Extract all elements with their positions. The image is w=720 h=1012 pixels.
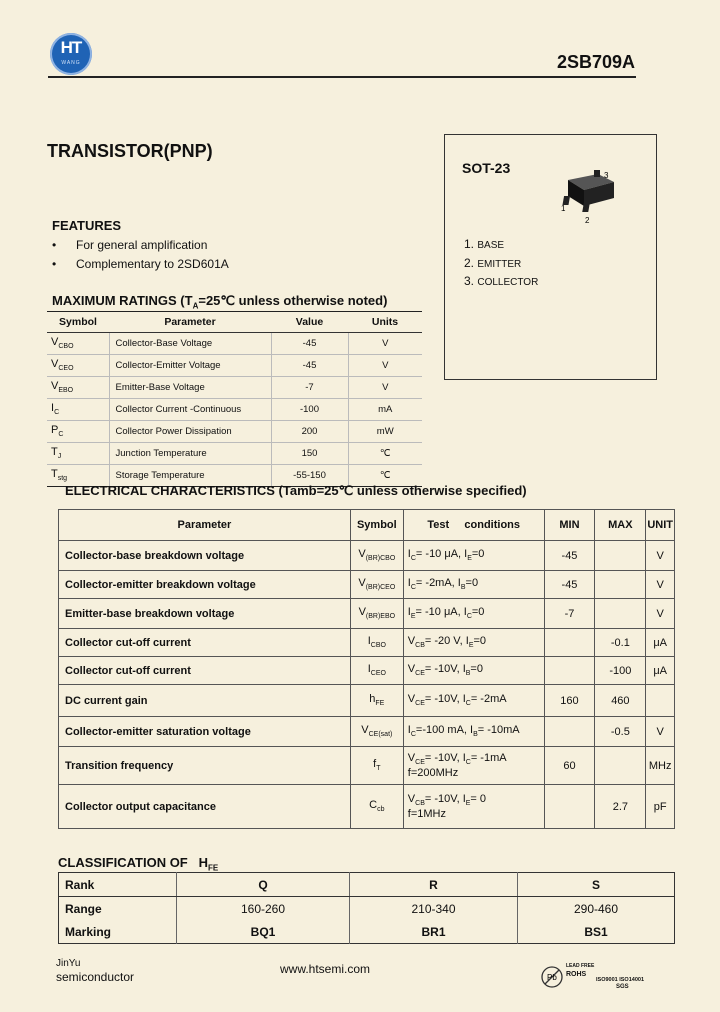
pin-item: 2. EMITTER: [464, 256, 522, 270]
svg-text:Pb: Pb: [547, 973, 557, 982]
pin-item: 3. COLLECTOR: [464, 274, 539, 288]
table-row: Collector-emitter saturation voltage $V_{CE(sat)}$ $I_C=-100$ mA, $I_B= -10mA$ -0.5 V: [59, 717, 675, 747]
pin3-label: 3: [604, 171, 609, 180]
header-divider: [48, 76, 636, 78]
logo-text: HT: [60, 38, 82, 57]
col-header: Symbol: [350, 510, 403, 541]
package-name: SOT-23: [462, 160, 511, 176]
col-header: Units: [348, 312, 422, 333]
pin1-label: 1: [561, 204, 566, 213]
table-row: Collector cut-off current $I_{CBO}$ $V_{CB}= -20$ V, $I_E=0$ -0.1 μA: [59, 629, 675, 657]
table-row: Rank Q R S: [59, 873, 675, 897]
company-logo: [50, 33, 92, 75]
table-row: $T_{stg}$ Storage Temperature -55-150 ℃: [47, 465, 422, 487]
classification-table: [58, 872, 675, 944]
website-link[interactable]: www.htsemi.com: [280, 962, 371, 976]
col-header: UNIT: [646, 510, 675, 541]
table-row: Collector-emitter breakdown voltage $V_{(BR)CEO}$ $I_C= -2mA$, $I_B=0$ -45 V: [59, 571, 675, 599]
table-row: Marking BQ1 BR1 BS1: [59, 920, 675, 944]
electrical-heading: ELECTRICAL CHARACTERISTICS (Tamb=25℃ unless otherwise specified): [65, 483, 527, 498]
part-number: 2SB709A: [556, 52, 635, 72]
features-heading: FEATURES: [52, 218, 122, 233]
feature-item: • For general amplification: [52, 238, 208, 252]
sot23-package-icon: [556, 168, 626, 226]
pin-item: 1. BASE: [464, 237, 505, 251]
table-row: $V_{CEO}$ Collector-Emitter Voltage -45 V: [47, 355, 422, 377]
certification-marks: Pb LEAD FREE ROHS ISO9001 ISO14001 SGS: [540, 963, 670, 991]
table-row: Range 160-260 210-340 290-460: [59, 897, 675, 921]
table-row: Collector output capacitance $C_{cb}$ $V_{CB}= -10V$, $I_E= 0$ f=1MHz 2.7 pF: [59, 785, 675, 829]
pb-free-icon: [540, 965, 564, 989]
company-name-line1: JinYu: [56, 958, 81, 969]
col-header: MAX: [595, 510, 646, 541]
electrical-table: [58, 509, 675, 829]
table-row: $V_{EBO}$ Emitter-Base Voltage -7 V: [47, 377, 422, 399]
table-row: $P_C$ Collector Power Dissipation 200 mW: [47, 421, 422, 443]
col-header: Symbol: [47, 312, 109, 333]
pin2-label: 2: [585, 216, 590, 225]
classification-heading: CLASSIFICATION OF $H_{FE}$: [58, 855, 219, 873]
col-header: MIN: [544, 510, 595, 541]
table-row: $V_{CBO}$ Collector-Base Voltage -45 V: [47, 333, 422, 355]
col-header: Parameter: [59, 510, 351, 541]
max-ratings-table: [47, 311, 422, 487]
max-ratings-heading: MAXIMUM RATINGS ($T_A=25℃$ unless otherwise noted): [52, 293, 388, 311]
table-row: $T_J$ Junction Temperature 150 ℃: [47, 443, 422, 465]
table-row: Transition frequency $f_T$ $V_{CE}= -10V$, $I_C= -1mA$ f=200MHz 60 MHz: [59, 747, 675, 785]
table-row: DC current gain $h_{FE}$ $V_{CE}= -10V$, $I_C= -2mA$ 160 460: [59, 685, 675, 717]
col-header: Test conditions: [403, 510, 544, 541]
table-row: Emitter-base breakdown voltage $V_{(BR)EBO}$ $I_E= -10$ μA, $I_C=0$ -7 V: [59, 599, 675, 629]
logo-subtext: WANG: [61, 60, 81, 66]
col-header: Value: [271, 312, 348, 333]
table-row: Collector-base breakdown voltage $V_{(BR)CBO}$ $I_C= -10$ μA, $I_E=0$ -45 V: [59, 541, 675, 571]
col-header: Parameter: [109, 312, 271, 333]
feature-item: • Complementary to 2SD601A: [52, 257, 229, 271]
table-row: $I_C$ Collector Current -Continuous -100 mA: [47, 399, 422, 421]
table-row: Collector cut-off current $I_{CEO}$ $V_{CE}= -10V$, $I_B=0$ -100 μA: [59, 657, 675, 685]
page-title: TRANSISTOR(PNP): [47, 141, 213, 161]
company-name-line2: semiconductor: [56, 970, 135, 984]
